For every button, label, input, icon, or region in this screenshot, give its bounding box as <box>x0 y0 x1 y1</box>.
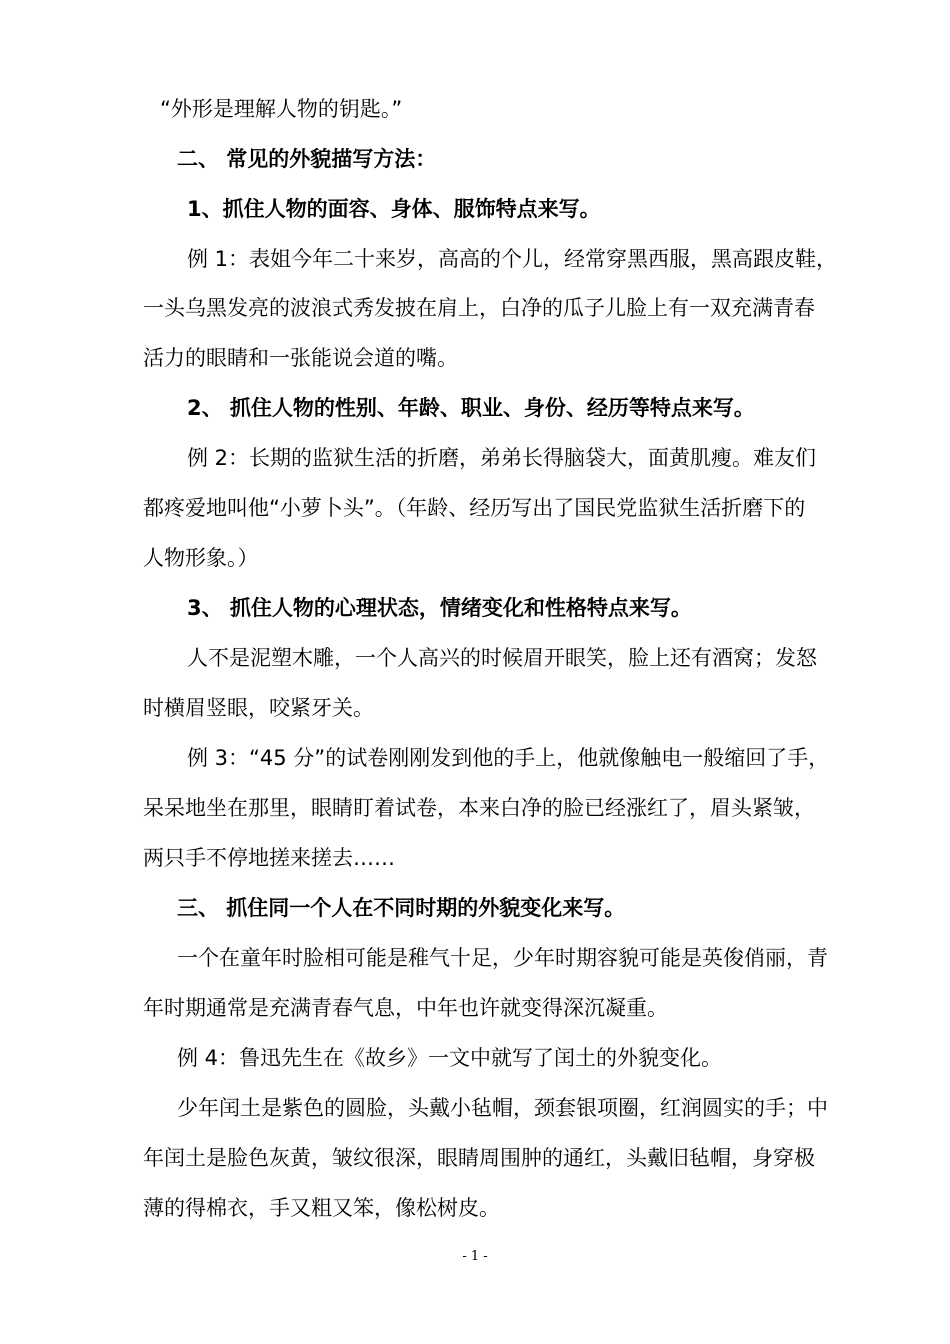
subheading-3: 3、 抓住人物的心理状态，情绪变化和性格特点来写。 <box>187 596 692 620</box>
paragraph-line: 一个在童年时脸相可能是稚气十足，少年时期容貌可能是英俊俏丽，青 <box>177 946 828 970</box>
paragraph-line: 活力的眼睛和一张能说会道的嘴。 <box>143 346 458 370</box>
paragraph-line: 都疼爱地叫他“小萝卜头”。（年龄、经历写出了国民党监狱生活折磨下的 <box>143 496 806 520</box>
quote-line: “外形是理解人物的钥匙。” <box>160 97 403 121</box>
paragraph-line: 例 2：长期的监狱生活的折磨，弟弟长得脑袋大，面黄肌瘦。难友们 <box>187 446 817 470</box>
subheading-1: 1、抓住人物的面容、身体、服饰特点来写。 <box>187 197 601 221</box>
paragraph-line: 两只手不停地搓来搓去…… <box>143 846 395 870</box>
section-heading-3: 三、 抓住同一个人在不同时期的外貌变化来写。 <box>177 896 626 920</box>
page-number: - 1 - <box>462 1249 488 1264</box>
section-heading-2: 二、 常见的外貌描写方法： <box>177 147 437 171</box>
paragraph-line: 例 4：鲁迅先生在《故乡》一文中就写了闰土的外貌变化。 <box>177 1046 723 1070</box>
paragraph-line: 例 3：“45 分”的试卷刚刚发到他的手上，他就像触电一般缩回了手， <box>187 746 830 770</box>
paragraph-line: 年时期通常是充满青春气息，中年也许就变得深沉凝重。 <box>143 996 668 1020</box>
subheading-2: 2、 抓住人物的性别、年龄、职业、身份、经历等特点来写。 <box>187 396 755 420</box>
paragraph-line: 呆呆地坐在那里，眼睛盯着试卷，本来白净的脸已经涨红了，眉头紧皱， <box>143 796 815 820</box>
paragraph-line: 人不是泥塑木雕，一个人高兴的时候眉开眼笑，脸上还有酒窝；发怒 <box>187 646 817 670</box>
paragraph-line: 少年闰土是紫色的圆脸，头戴小毡帽，颈套银项圈，红润圆实的手；中 <box>177 1096 828 1120</box>
paragraph-line: 年闰土是脸色灰黄，皱纹很深，眼睛周围肿的通红，头戴旧毡帽，身穿极 <box>143 1146 815 1170</box>
paragraph-line: 例 1：表姐今年二十来岁，高高的个儿，经常穿黑西服，黑高跟皮鞋， <box>187 247 838 271</box>
paragraph-line: 一头乌黑发亮的波浪式秀发披在肩上，白净的瓜子儿脸上有一双充满青春 <box>143 296 815 320</box>
paragraph-line: 薄的得棉衣，手又粗又笨，像松树皮。 <box>143 1196 500 1220</box>
paragraph-line: 人物形象。） <box>143 546 259 570</box>
paragraph-line: 时横眉竖眼，咬紧牙关。 <box>143 696 374 720</box>
